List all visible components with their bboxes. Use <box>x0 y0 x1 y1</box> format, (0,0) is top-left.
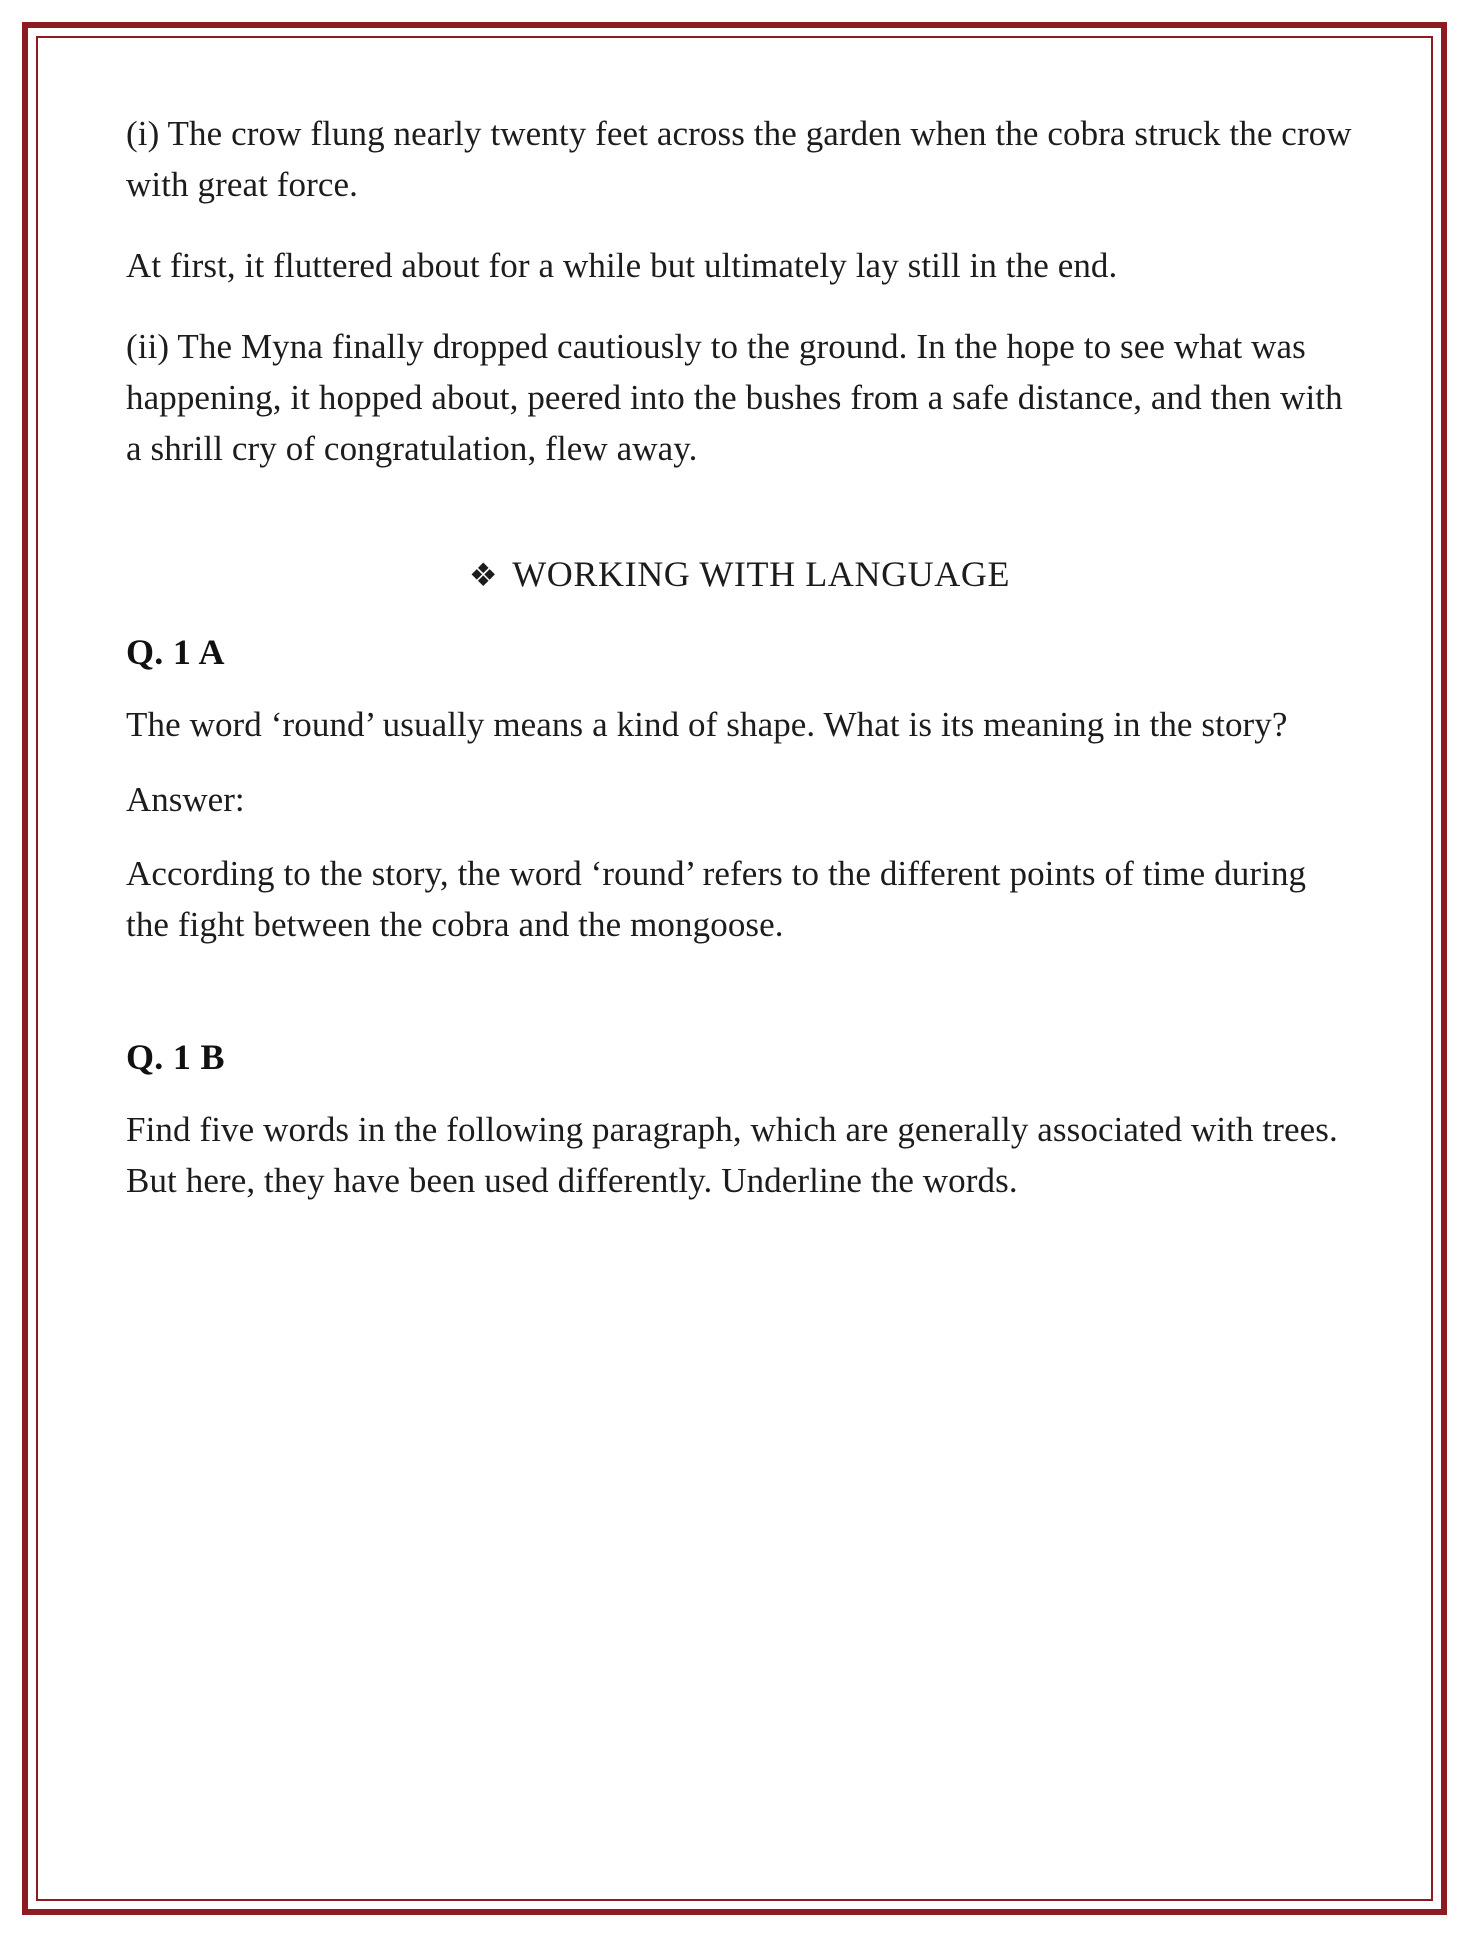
section-title-text: WORKING WITH LANGUAGE <box>512 553 1011 594</box>
diamond-bullet-icon: ❖ <box>468 556 499 593</box>
page-border-outer <box>22 22 1447 1915</box>
document-content <box>126 108 1353 1206</box>
paragraph-answer-i: (i) The crow flung nearly twenty feet across the garden when the cobra struck the crow with great force. <box>126 114 1352 205</box>
paragraph-answer-ii: (ii) The Myna finally dropped cautiously to the ground. In the hope to see what was happening, it hopped about, peered into the bushes from a safe distance, and then with a shrill cry of congratulation, flew away. <box>126 327 1343 469</box>
answer-label-1a: Answer: <box>126 779 245 819</box>
section-heading-working-with-language <box>126 553 1353 595</box>
question-text-1b: Find five words in the following paragraph, which are generally associated with trees. But here, they have been used differently. Underline the words. <box>126 1109 1338 1200</box>
page-border-inner <box>36 36 1433 1901</box>
paragraph-answer-i-continued: At first, it fluttered about for a while but ultimately lay still in the end. <box>126 246 1118 286</box>
question-label-1a: Q. 1 A <box>126 631 225 672</box>
question-label-1b: Q. 1 B <box>126 1036 225 1077</box>
answer-text-1a: According to the story, the word ‘round’ refers to the different points of time during the fight between the cobra and the mongoose. <box>126 853 1307 944</box>
question-text-1a: The word ‘round’ usually means a kind of shape. What is its meaning in the story? <box>126 704 1288 744</box>
